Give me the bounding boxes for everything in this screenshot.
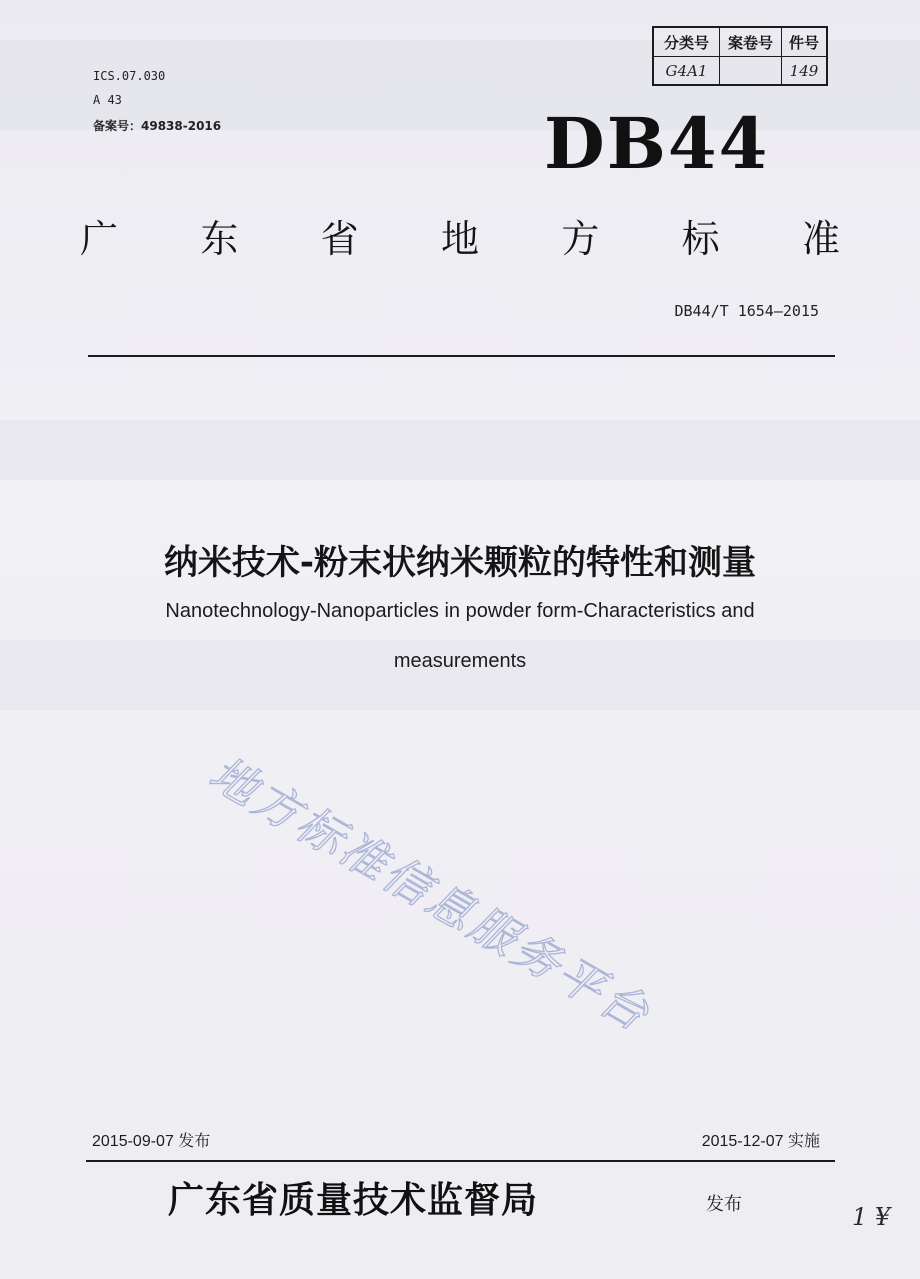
standard-type-char: 省 (320, 217, 359, 261)
standard-number: DB44/T 1654—2015 (674, 302, 819, 320)
stamp-value-item: 149 (789, 62, 819, 80)
archive-stamp-header-row (654, 28, 826, 56)
title-english-line2: measurements (393, 650, 527, 672)
standard-type-char: 地 (440, 217, 479, 261)
stamp-header-category: 分类号 (654, 28, 720, 56)
ics-code: ICS.07.030 (93, 69, 166, 83)
standard-type-heading (80, 208, 840, 263)
db-code-logo: DB44 (544, 102, 770, 185)
issuer-name: 广东省质量技术监督局 (168, 1179, 539, 1221)
stamp-header-file: 案卷号 (720, 28, 782, 56)
stamp-header-item: 件号 (788, 33, 819, 52)
stamp-value-file (720, 57, 782, 85)
footer-divider (86, 1160, 835, 1162)
category-code: A 43 (93, 93, 122, 107)
watermark: 地方标准信息服务平台 (200, 745, 661, 1043)
standard-type-char: 方 (561, 217, 600, 261)
standard-type-char: 东 (200, 217, 239, 261)
scan-artifact (0, 420, 920, 480)
stamp-value-category: G4A1 (654, 57, 720, 85)
header-divider (88, 355, 835, 357)
standard-type-char: 广 (80, 217, 119, 261)
title-english-line1: Nanotechnology-Nanoparticles in powder form-Characteristics and (165, 600, 755, 622)
title-chinese: 纳米技术-粉末状纳米颗粒的特性和测量 (163, 543, 757, 583)
standard-type-char: 准 (801, 217, 840, 261)
handwritten-note: 1 ¥ (852, 1203, 891, 1231)
issuer-suffix: 发布 (706, 1194, 742, 1215)
standard-type-char: 标 (681, 217, 720, 261)
archive-stamp-value-row (654, 56, 826, 85)
archive-stamp-table (652, 26, 828, 86)
record-number: 备案号：49838-2016 (93, 119, 222, 133)
implement-date: 2015-12-07 实施 (701, 1133, 820, 1150)
publish-date: 2015-09-07 发布 (92, 1133, 211, 1150)
